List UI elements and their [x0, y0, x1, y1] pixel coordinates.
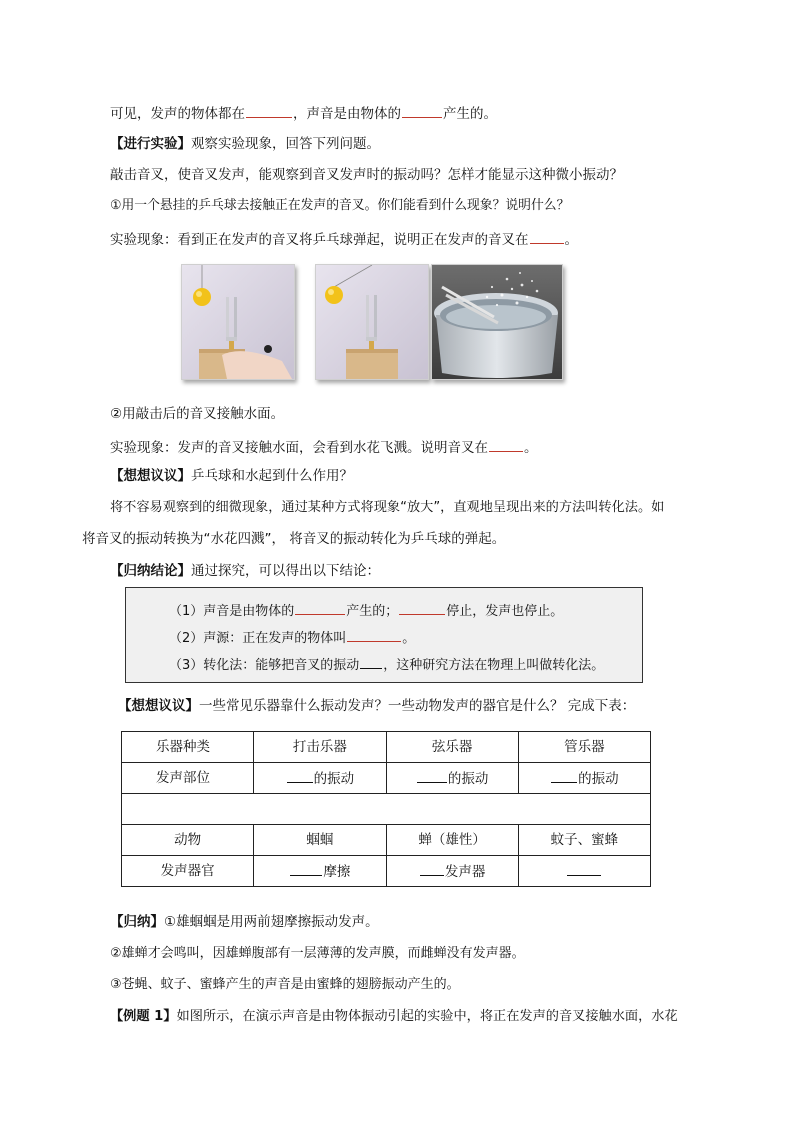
table-row [122, 732, 651, 763]
instrument-animal-table [121, 731, 651, 887]
table-row [122, 825, 651, 856]
table-cell: 弦乐器 [386, 732, 518, 763]
text-line-7: 实验现象：发声的音叉接触水面，会看到水花飞溅。说明音叉在 。 [110, 440, 538, 456]
fill-blank[interactable] [246, 104, 292, 118]
text-line-14: ②雄蝉才会鸣叫，因雄蝉腹部有一层薄薄的发声膜，而雌蝉没有发声器。 [110, 946, 525, 961]
photo-ball-bounced [315, 264, 429, 380]
table-cell: 摩擦 [254, 856, 386, 887]
conclusion-item-1: （1）声音是由物体的 产生的； 停止，发声也停止。 [169, 601, 563, 620]
fill-blank[interactable] [417, 769, 447, 783]
table-cell: 打击乐器 [254, 732, 386, 763]
conclusion-item-2: （2）声源：正在发声的物体叫 。 [169, 628, 415, 647]
table-cell: 发声部位 [122, 763, 254, 794]
fill-blank[interactable] [347, 628, 401, 642]
table-row [122, 794, 651, 825]
fill-blank[interactable] [551, 769, 577, 783]
text-line-5: 实验现象：看到正在发声的音叉将乒乓球弹起，说明正在发声的音叉在 。 [110, 232, 578, 248]
fill-blank[interactable] [420, 862, 444, 876]
text-line-1: 可见，发声的物体都在 ，声音是由物体的 产生的。 [110, 106, 497, 122]
conclusion-box [125, 587, 643, 683]
text-line-10: 将音叉的振动转换为“水花四溅”， 将音叉的振动转化为乒乓球的弹起。 [82, 531, 506, 547]
table-cell: 蝈蝈 [254, 825, 386, 856]
fill-blank[interactable] [399, 601, 445, 615]
text-line-15: ③苍蝇、蚊子、蜜蜂产生的声音是由蜜蜂的翅膀振动产生的。 [110, 977, 460, 992]
text-line-16: 【例题 1】如图所示，在演示声音是由物体振动引起的实验中，将正在发声的音叉接触水面，水花 [110, 1009, 678, 1024]
text-line-6: ②用敲击后的音叉接触水面。 [110, 406, 285, 422]
text-line-3: 敲击音叉，使音叉发声，能观察到音叉发声时的振动吗？怎样才能显示这种微小振动？ [110, 167, 623, 183]
section-tag: 【想想议议】 [110, 468, 191, 484]
fill-blank[interactable] [287, 769, 313, 783]
fill-blank[interactable] [295, 601, 345, 615]
text-line-8: 【想想议议】乒乓球和水起到什么作用？ [110, 468, 353, 484]
table-cell: 乐器种类 [122, 732, 254, 763]
table-spacer-cell [122, 794, 651, 825]
table-cell: 动物 [122, 825, 254, 856]
section-tag: 【进行实验】 [110, 136, 191, 152]
text-line-4: ①用一个悬挂的乒乓球去接触正在发声的音叉。你们能看到什么现象？说明什么？ [110, 198, 570, 213]
text-line-13: 【归纳】①雄蝈蝈是用两前翅摩擦振动发声。 [110, 914, 379, 930]
table-cell: 发声器官 [122, 856, 254, 887]
conclusion-item-3: （3）转化法：能够把音叉的振动 ，这种研究方法在物理上叫做转化法。 [169, 655, 604, 674]
section-tag: 【归纳】 [110, 914, 164, 930]
fill-blank[interactable] [489, 438, 523, 452]
text-line-9: 将不容易观察到的细微现象，通过某种方式将现象“放大”，直观地呈现出来的方法叫转化法。如 [110, 500, 665, 515]
text-line-12: 【想想议议】一些常见乐器靠什么振动发声？一些动物发声的器官是什么？ 完成下表： [118, 698, 636, 714]
fill-blank[interactable] [402, 104, 442, 118]
text-line-2: 【进行实验】观察实验现象，回答下列问题。 [110, 136, 380, 152]
fill-blank[interactable] [290, 862, 322, 876]
table-cell: 蝉（雄性） [386, 825, 518, 856]
example-tag: 【例题 1】 [110, 1009, 177, 1024]
section-tag: 【归纳结论】 [110, 563, 191, 579]
table-cell: 的振动 [254, 763, 386, 794]
section-tag: 【想想议议】 [118, 698, 199, 714]
fill-blank[interactable] [360, 655, 382, 669]
table-cell: 管乐器 [518, 732, 650, 763]
table-cell: 的振动 [518, 763, 650, 794]
text-line-11: 【归纳结论】通过探究，可以得出以下结论： [110, 563, 380, 579]
table-cell: 的振动 [386, 763, 518, 794]
table-row [122, 856, 651, 887]
table-row [122, 763, 651, 794]
photo-water-splash [431, 264, 563, 380]
photo-tuning-fork-struck [181, 264, 295, 380]
table-cell [518, 856, 650, 887]
table-cell: 发声器 [386, 856, 518, 887]
fill-blank[interactable] [530, 230, 564, 244]
fill-blank[interactable] [567, 862, 601, 876]
table-cell: 蚊子、蜜蜂 [518, 825, 650, 856]
